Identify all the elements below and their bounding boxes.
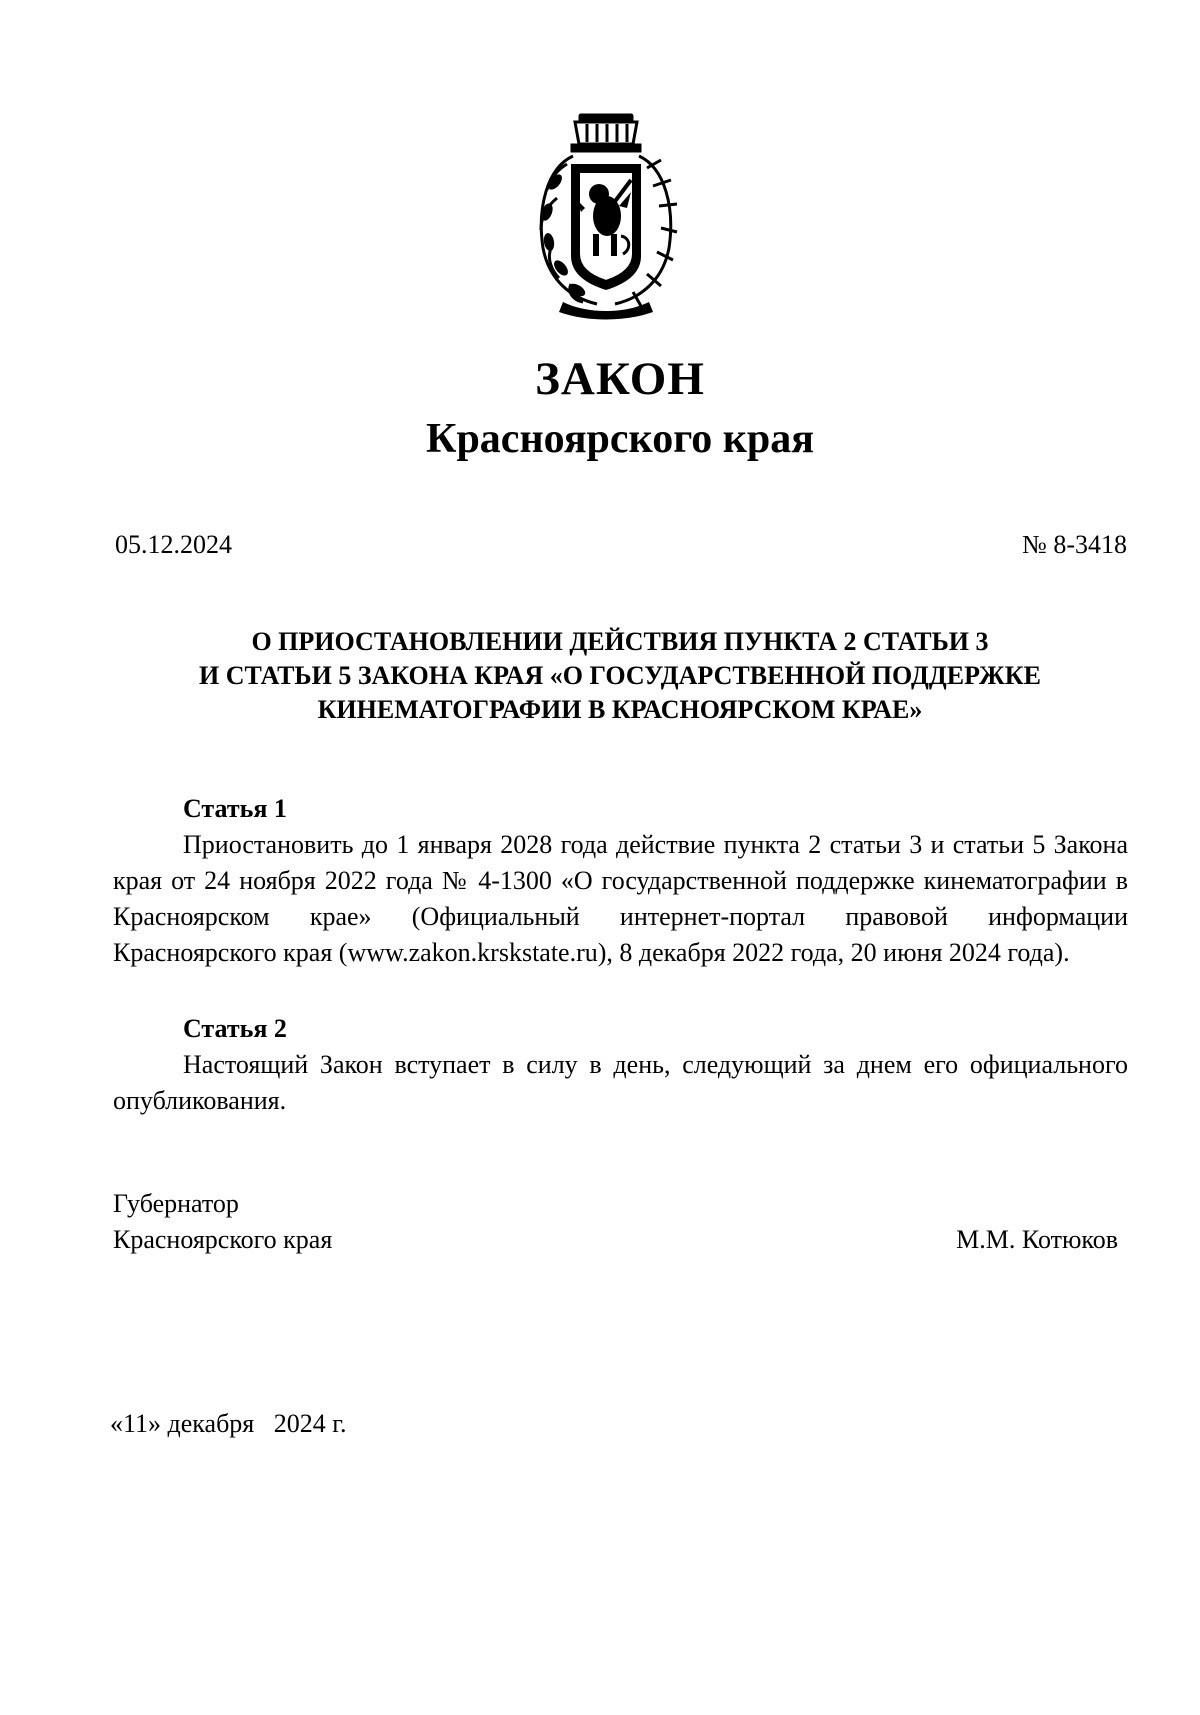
law-number: № 8-3418: [1022, 530, 1127, 559]
law-date: 05.12.2024: [115, 530, 232, 559]
heading-line: И СТАТЬИ 5 ЗАКОНА КРАЯ «О ГОСУДАРСТВЕННОЙ ПОДДЕРЖКЕ: [199, 661, 1041, 690]
krasnoyarsk-coat-of-arms-icon: [527, 108, 685, 323]
signatory-position-line: Красноярского края: [113, 1225, 333, 1254]
article-1-text: Приостановить до 1 января 2028 года действие пункта 2 статьи 3 и статьи 5 Закона края от 24 ноября 2022 года № 4-1300 «О государственной поддержке кинематографии в Красноярском крае» (Официальный интернет-портал правовой информации Красноярского края (www.zakon.krskstate.ru), 8 декабря 2022 года, 20 июня 2024 года).: [113, 830, 1128, 967]
article-2-title: Статья 2: [183, 1014, 287, 1043]
article-1-title: Статья 1: [183, 794, 287, 823]
issuing-region-title: Красноярского края: [425, 416, 815, 462]
article-2-text: Настоящий Закон вступает в силу в день, следующий за днем его официального опубликования.: [113, 1050, 1128, 1115]
heading-line: КИНЕМАТОГРАФИИ В КРАСНОЯРСКОМ КРАЕ»: [317, 695, 923, 724]
signatory-position: [113, 1186, 332, 1258]
signatory-name: М.М. Котюков: [956, 1225, 1118, 1254]
law-heading: [140, 625, 1100, 727]
document-type-title: ЗАКОН: [535, 353, 705, 405]
coat-of-arms-emblem: [527, 108, 685, 323]
signing-date: «11» декабря 2024 г.: [110, 1409, 347, 1438]
heading-line: О ПРИОСТАНОВЛЕНИИ ДЕЙСТВИЯ ПУНКТА 2 СТАТЬИ 3: [251, 627, 989, 656]
signatory-position-line: Губернатор: [113, 1189, 239, 1218]
